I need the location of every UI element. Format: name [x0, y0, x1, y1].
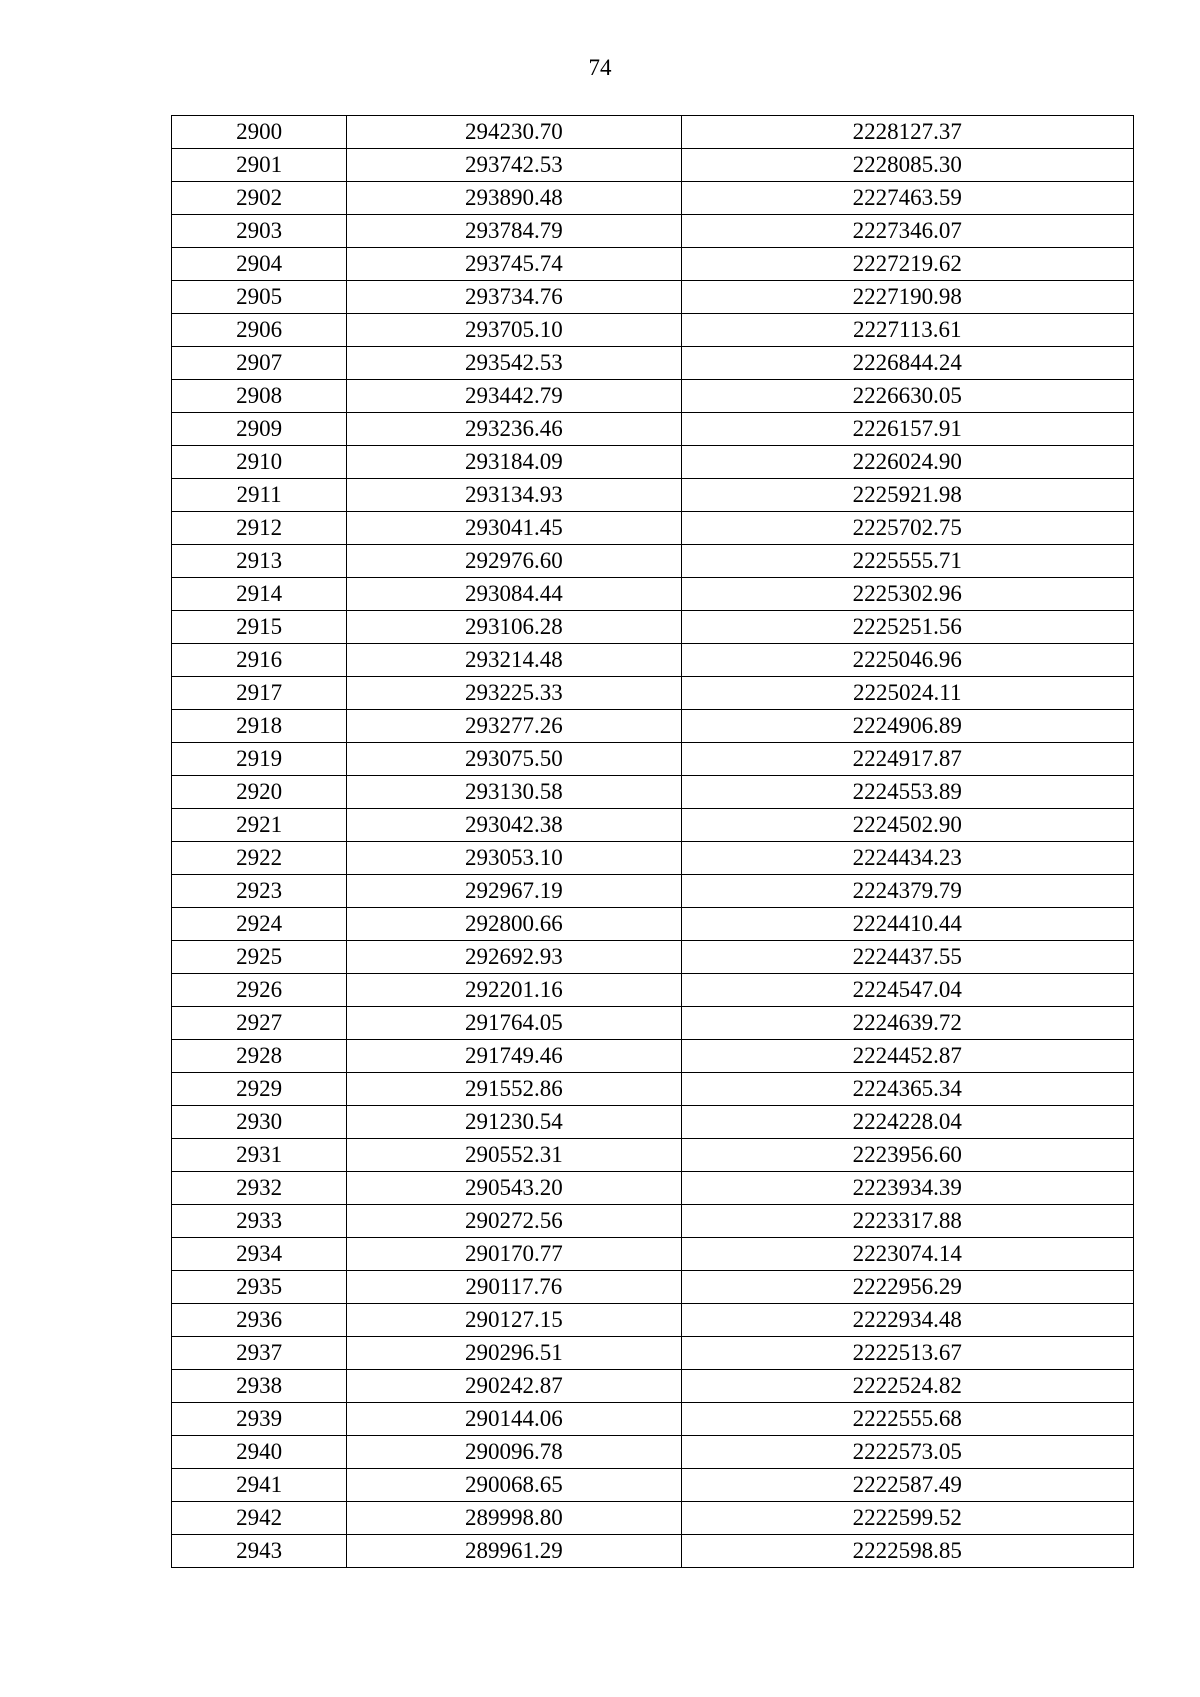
table-row [172, 380, 1134, 413]
y-coordinate-cell: 2225302.96 [681, 578, 1133, 611]
point-number-cell: 2943 [172, 1535, 347, 1568]
y-coordinate-cell: 2224410.44 [681, 908, 1133, 941]
x-coordinate-cell: 291552.86 [347, 1073, 681, 1106]
x-coordinate-cell: 293130.58 [347, 776, 681, 809]
table-row [172, 347, 1134, 380]
y-coordinate-cell: 2224502.90 [681, 809, 1133, 842]
y-coordinate-cell: 2222587.49 [681, 1469, 1133, 1502]
table-row [172, 611, 1134, 644]
table-row [172, 1370, 1134, 1403]
x-coordinate-cell: 290170.77 [347, 1238, 681, 1271]
x-coordinate-cell: 290117.76 [347, 1271, 681, 1304]
y-coordinate-cell: 2226024.90 [681, 446, 1133, 479]
table-row [172, 545, 1134, 578]
x-coordinate-cell: 293042.38 [347, 809, 681, 842]
point-number-cell: 2924 [172, 908, 347, 941]
y-coordinate-cell: 2222956.29 [681, 1271, 1133, 1304]
x-coordinate-cell: 293742.53 [347, 149, 681, 182]
x-coordinate-cell: 293542.53 [347, 347, 681, 380]
point-number-cell: 2929 [172, 1073, 347, 1106]
table-row [172, 446, 1134, 479]
x-coordinate-cell: 290272.56 [347, 1205, 681, 1238]
table-row [172, 1205, 1134, 1238]
x-coordinate-cell: 292976.60 [347, 545, 681, 578]
y-coordinate-cell: 2222524.82 [681, 1370, 1133, 1403]
table-row [172, 248, 1134, 281]
point-number-cell: 2920 [172, 776, 347, 809]
y-coordinate-cell: 2222934.48 [681, 1304, 1133, 1337]
y-coordinate-cell: 2224365.34 [681, 1073, 1133, 1106]
y-coordinate-cell: 2228085.30 [681, 149, 1133, 182]
point-number-cell: 2923 [172, 875, 347, 908]
point-number-cell: 2934 [172, 1238, 347, 1271]
y-coordinate-cell: 2224379.79 [681, 875, 1133, 908]
point-number-cell: 2905 [172, 281, 347, 314]
x-coordinate-cell: 294230.70 [347, 116, 681, 149]
y-coordinate-cell: 2224437.55 [681, 941, 1133, 974]
table-row [172, 149, 1134, 182]
x-coordinate-cell: 292967.19 [347, 875, 681, 908]
x-coordinate-cell: 293134.93 [347, 479, 681, 512]
coordinates-table-body [172, 116, 1134, 1568]
x-coordinate-cell: 291749.46 [347, 1040, 681, 1073]
x-coordinate-cell: 292800.66 [347, 908, 681, 941]
y-coordinate-cell: 2225046.96 [681, 644, 1133, 677]
y-coordinate-cell: 2222573.05 [681, 1436, 1133, 1469]
y-coordinate-cell: 2224906.89 [681, 710, 1133, 743]
table-row [172, 182, 1134, 215]
x-coordinate-cell: 293106.28 [347, 611, 681, 644]
table-row [172, 1073, 1134, 1106]
point-number-cell: 2908 [172, 380, 347, 413]
point-number-cell: 2914 [172, 578, 347, 611]
point-number-cell: 2942 [172, 1502, 347, 1535]
x-coordinate-cell: 289998.80 [347, 1502, 681, 1535]
table-row [172, 512, 1134, 545]
x-coordinate-cell: 290068.65 [347, 1469, 681, 1502]
x-coordinate-cell: 290552.31 [347, 1139, 681, 1172]
point-number-cell: 2915 [172, 611, 347, 644]
point-number-cell: 2930 [172, 1106, 347, 1139]
table-row [172, 1535, 1134, 1568]
table-row [172, 479, 1134, 512]
y-coordinate-cell: 2224452.87 [681, 1040, 1133, 1073]
y-coordinate-cell: 2223956.60 [681, 1139, 1133, 1172]
coordinates-table [171, 115, 1134, 1568]
y-coordinate-cell: 2224553.89 [681, 776, 1133, 809]
y-coordinate-cell: 2227190.98 [681, 281, 1133, 314]
table-row [172, 941, 1134, 974]
point-number-cell: 2928 [172, 1040, 347, 1073]
table-row [172, 809, 1134, 842]
x-coordinate-cell: 290144.06 [347, 1403, 681, 1436]
y-coordinate-cell: 2223934.39 [681, 1172, 1133, 1205]
x-coordinate-cell: 290127.15 [347, 1304, 681, 1337]
point-number-cell: 2912 [172, 512, 347, 545]
y-coordinate-cell: 2226630.05 [681, 380, 1133, 413]
point-number-cell: 2938 [172, 1370, 347, 1403]
table-row [172, 1436, 1134, 1469]
x-coordinate-cell: 293277.26 [347, 710, 681, 743]
y-coordinate-cell: 2225702.75 [681, 512, 1133, 545]
table-row [172, 1139, 1134, 1172]
point-number-cell: 2936 [172, 1304, 347, 1337]
x-coordinate-cell: 292201.16 [347, 974, 681, 1007]
table-row [172, 710, 1134, 743]
table-row [172, 578, 1134, 611]
point-number-cell: 2916 [172, 644, 347, 677]
y-coordinate-cell: 2222513.67 [681, 1337, 1133, 1370]
x-coordinate-cell: 293734.76 [347, 281, 681, 314]
point-number-cell: 2910 [172, 446, 347, 479]
point-number-cell: 2932 [172, 1172, 347, 1205]
table-row [172, 1271, 1134, 1304]
table-row [172, 1304, 1134, 1337]
point-number-cell: 2902 [172, 182, 347, 215]
table-row [172, 1172, 1134, 1205]
y-coordinate-cell: 2222599.52 [681, 1502, 1133, 1535]
x-coordinate-cell: 293225.33 [347, 677, 681, 710]
y-coordinate-cell: 2222555.68 [681, 1403, 1133, 1436]
y-coordinate-cell: 2225251.56 [681, 611, 1133, 644]
table-row [172, 1337, 1134, 1370]
table-row [172, 908, 1134, 941]
point-number-cell: 2941 [172, 1469, 347, 1502]
point-number-cell: 2901 [172, 149, 347, 182]
point-number-cell: 2917 [172, 677, 347, 710]
x-coordinate-cell: 293236.46 [347, 413, 681, 446]
table-row [172, 1106, 1134, 1139]
table-row [172, 413, 1134, 446]
y-coordinate-cell: 2227463.59 [681, 182, 1133, 215]
table-row [172, 281, 1134, 314]
y-coordinate-cell: 2227219.62 [681, 248, 1133, 281]
y-coordinate-cell: 2223317.88 [681, 1205, 1133, 1238]
y-coordinate-cell: 2227346.07 [681, 215, 1133, 248]
x-coordinate-cell: 293890.48 [347, 182, 681, 215]
table-row [172, 215, 1134, 248]
y-coordinate-cell: 2223074.14 [681, 1238, 1133, 1271]
x-coordinate-cell: 293705.10 [347, 314, 681, 347]
x-coordinate-cell: 293214.48 [347, 644, 681, 677]
x-coordinate-cell: 290296.51 [347, 1337, 681, 1370]
point-number-cell: 2925 [172, 941, 347, 974]
y-coordinate-cell: 2224434.23 [681, 842, 1133, 875]
point-number-cell: 2926 [172, 974, 347, 1007]
point-number-cell: 2913 [172, 545, 347, 578]
point-number-cell: 2909 [172, 413, 347, 446]
y-coordinate-cell: 2225921.98 [681, 479, 1133, 512]
x-coordinate-cell: 292692.93 [347, 941, 681, 974]
y-coordinate-cell: 2226157.91 [681, 413, 1133, 446]
table-row [172, 116, 1134, 149]
x-coordinate-cell: 293745.74 [347, 248, 681, 281]
point-number-cell: 2900 [172, 116, 347, 149]
point-number-cell: 2940 [172, 1436, 347, 1469]
point-number-cell: 2935 [172, 1271, 347, 1304]
table-row [172, 1403, 1134, 1436]
table-row [172, 1469, 1134, 1502]
point-number-cell: 2903 [172, 215, 347, 248]
page-number: 74 [588, 55, 612, 80]
x-coordinate-cell: 290543.20 [347, 1172, 681, 1205]
x-coordinate-cell: 293075.50 [347, 743, 681, 776]
x-coordinate-cell: 293184.09 [347, 446, 681, 479]
point-number-cell: 2921 [172, 809, 347, 842]
point-number-cell: 2911 [172, 479, 347, 512]
point-number-cell: 2918 [172, 710, 347, 743]
table-row [172, 875, 1134, 908]
x-coordinate-cell: 290242.87 [347, 1370, 681, 1403]
y-coordinate-cell: 2224547.04 [681, 974, 1133, 1007]
y-coordinate-cell: 2226844.24 [681, 347, 1133, 380]
y-coordinate-cell: 2224639.72 [681, 1007, 1133, 1040]
point-number-cell: 2904 [172, 248, 347, 281]
point-number-cell: 2933 [172, 1205, 347, 1238]
table-row [172, 1238, 1134, 1271]
table-row [172, 776, 1134, 809]
table-row [172, 1502, 1134, 1535]
y-coordinate-cell: 2228127.37 [681, 116, 1133, 149]
point-number-cell: 2931 [172, 1139, 347, 1172]
table-row [172, 842, 1134, 875]
x-coordinate-cell: 293084.44 [347, 578, 681, 611]
point-number-cell: 2937 [172, 1337, 347, 1370]
x-coordinate-cell: 291230.54 [347, 1106, 681, 1139]
point-number-cell: 2927 [172, 1007, 347, 1040]
x-coordinate-cell: 291764.05 [347, 1007, 681, 1040]
x-coordinate-cell: 293442.79 [347, 380, 681, 413]
y-coordinate-cell: 2225555.71 [681, 545, 1133, 578]
x-coordinate-cell: 289961.29 [347, 1535, 681, 1568]
table-row [172, 974, 1134, 1007]
table-row [172, 677, 1134, 710]
table-row [172, 743, 1134, 776]
table-row [172, 1040, 1134, 1073]
y-coordinate-cell: 2224917.87 [681, 743, 1133, 776]
y-coordinate-cell: 2222598.85 [681, 1535, 1133, 1568]
point-number-cell: 2919 [172, 743, 347, 776]
point-number-cell: 2922 [172, 842, 347, 875]
y-coordinate-cell: 2227113.61 [681, 314, 1133, 347]
table-row [172, 314, 1134, 347]
point-number-cell: 2907 [172, 347, 347, 380]
y-coordinate-cell: 2225024.11 [681, 677, 1133, 710]
point-number-cell: 2939 [172, 1403, 347, 1436]
x-coordinate-cell: 290096.78 [347, 1436, 681, 1469]
table-row [172, 1007, 1134, 1040]
x-coordinate-cell: 293053.10 [347, 842, 681, 875]
y-coordinate-cell: 2224228.04 [681, 1106, 1133, 1139]
table-row [172, 644, 1134, 677]
x-coordinate-cell: 293784.79 [347, 215, 681, 248]
x-coordinate-cell: 293041.45 [347, 512, 681, 545]
point-number-cell: 2906 [172, 314, 347, 347]
